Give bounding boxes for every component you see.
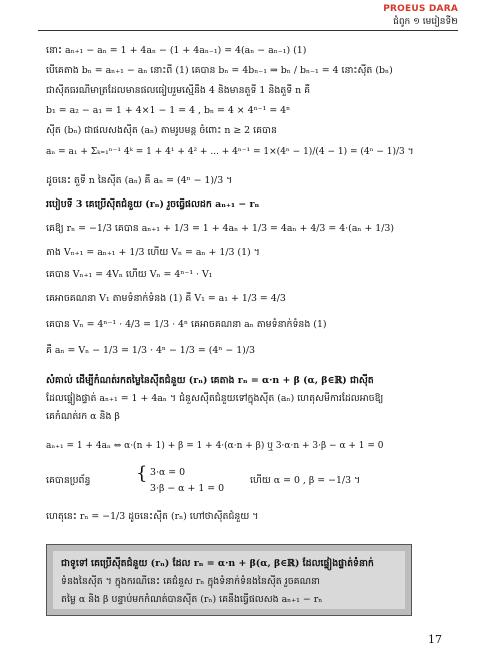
text-line: គេឱ្យ rₙ = −1/3 គេបាន aₙ₊₁ + 1/3 = 1 + 4aₙ + 1/3 = 4aₙ + 4/3 = 4·(aₙ + 1/3) — [46, 223, 395, 234]
text-line: គេបាន Vₙ₊₁ = 4Vₙ ហើយ Vₙ = 4ⁿ⁻¹ · V₁ — [46, 269, 213, 280]
note-box — [46, 544, 412, 616]
text-line: ដូចនេះ តួទី n នៃស៊ីត (aₙ) គឺ aₙ = (4ⁿ − 1)/3 ។ — [46, 175, 233, 186]
text-line: ដែលផ្ទៀងផ្ទាត់ aₙ₊₁ = 1 + 4aₙ ។ ជំនួសស៊ីតជំនួយទៅក្នុងស៊ីត (aₙ) ហេតុសមីការដែលអាចឱ្យ — [46, 393, 384, 404]
formula-line: aₙ₊₁ = 1 + 4aₙ ⇔ α·(n + 1) + β = 1 + 4·(α·n + β) ឬ 3·α·n + 3·β − α + 1 = 0 — [46, 441, 384, 451]
text-line: បើគេតាង bₙ = aₙ₊₁ − aₙ នោះពី (1) គេបាន bₙ = 4bₙ₋₁ ⇒ bₙ / bₙ₋₁ = 4 នោះស៊ីត (bₙ) — [46, 65, 393, 76]
note-box-line: តម្លៃ α និង β បន្ទាប់មកកំណត់បានស៊ីត (rₙ) គេនឹងធ្វើផលសង aₙ₊₁ − rₙ — [61, 594, 323, 605]
system-solution: ហើយ α = 0 , β = −1/3 ។ — [250, 475, 361, 486]
method-heading: របៀបទី 3 គេប្រើស៊ីតជំនួយ (rₙ) រួចធ្វើផលដក aₙ₊₁ − rₙ — [46, 199, 260, 210]
page-number: 17 — [428, 633, 442, 646]
brace-icon: { — [136, 463, 148, 484]
header-chapter: ជំពូក ១ មេរៀនទី២ — [393, 17, 458, 27]
text-line: គឺ aₙ = Vₙ − 1/3 = 1/3 · 4ⁿ − 1/3 = (4ⁿ − 1)/3 — [46, 345, 255, 356]
text-line: គេកំណត់រក α និង β — [46, 411, 120, 422]
system-label: គេបានប្រព័ន្ធ — [46, 475, 91, 486]
formula-line: aₙ = a₁ + Σₖ₌₁ⁿ⁻¹ 4ᵏ = 1 + 4¹ + 4² + ... + 4ⁿ⁻¹ = 1×(4ⁿ − 1)/(4 − 1) = (4ⁿ − 1)/3 ។ — [46, 147, 414, 157]
text-line: ស៊ីត (bₙ) ជាផលសងស៊ីត (aₙ) តាមរូបមន្ត ចំពោះ n ≥ 2 គេបាន — [46, 125, 277, 136]
text-line: នោះ aₙ₊₁ − aₙ = 1 + 4aₙ − (1 + 4aₙ₋₁) = 4(aₙ − aₙ₋₁) (1) — [46, 45, 307, 56]
system-eq-2: 3·β − α + 1 = 0 — [150, 483, 225, 494]
text-line: ជាស៊ីតធរណីមាត្រដែលមានផលធៀបរួមស្មើនឹង 4 និងមានតួទី 1 និងតួទី n គឺ — [46, 85, 311, 96]
text-line: គេអាចគណនា V₁ តាមទំនាក់ទំនង (1) គឺ V₁ = a₁ + 1/3 = 4/3 — [46, 293, 286, 304]
text-line: b₁ = a₂ − a₁ = 1 + 4×1 − 1 = 4 , bₙ = 4 × 4ⁿ⁻¹ = 4ⁿ — [46, 105, 291, 116]
text-line: តាង Vₙ₊₁ = aₙ₊₁ + 1/3 ហើយ Vₙ = aₙ + 1/3 (1) ។ — [46, 247, 260, 258]
remark-heading-line: សំគាល់ ដើម្បីកំណត់រកតម្លៃនៃស៊ីតជំនួយ (rₙ) គេតាង rₙ = α·n + β (α, β∈ℝ) ជាស៊ីត — [46, 375, 374, 386]
text-line: ហេតុនេះ rₙ = −1/3 ដូចនេះស៊ីត (rₙ) ហៅថាស៊ីតជំនួយ ។ — [46, 511, 259, 522]
note-box-line: ជាទូទៅ គេប្រើស៊ីតជំនួយ (rₙ) ដែល rₙ = α·n + β(α, β∈ℝ) ដែលផ្ទៀងផ្ទាត់ទំនាក់ — [61, 558, 374, 569]
system-eq-1: 3·α = 0 — [150, 467, 186, 478]
header-brand: PROEUS DARA — [383, 4, 458, 14]
text-line: គេបាន Vₙ = 4ⁿ⁻¹ · 4/3 = 1/3 · 4ⁿ គេអាចគណនា aₙ តាមទំនាក់ទំនង (1) — [46, 319, 327, 330]
header-rule — [38, 30, 458, 31]
note-box-line: ទំនងនៃស៊ីត ។ ក្នុងករណីនេះ គេជំនួស rₙ ក្នុងទំនាក់ទំនងនៃស៊ីត រួចគណនា — [61, 576, 320, 587]
